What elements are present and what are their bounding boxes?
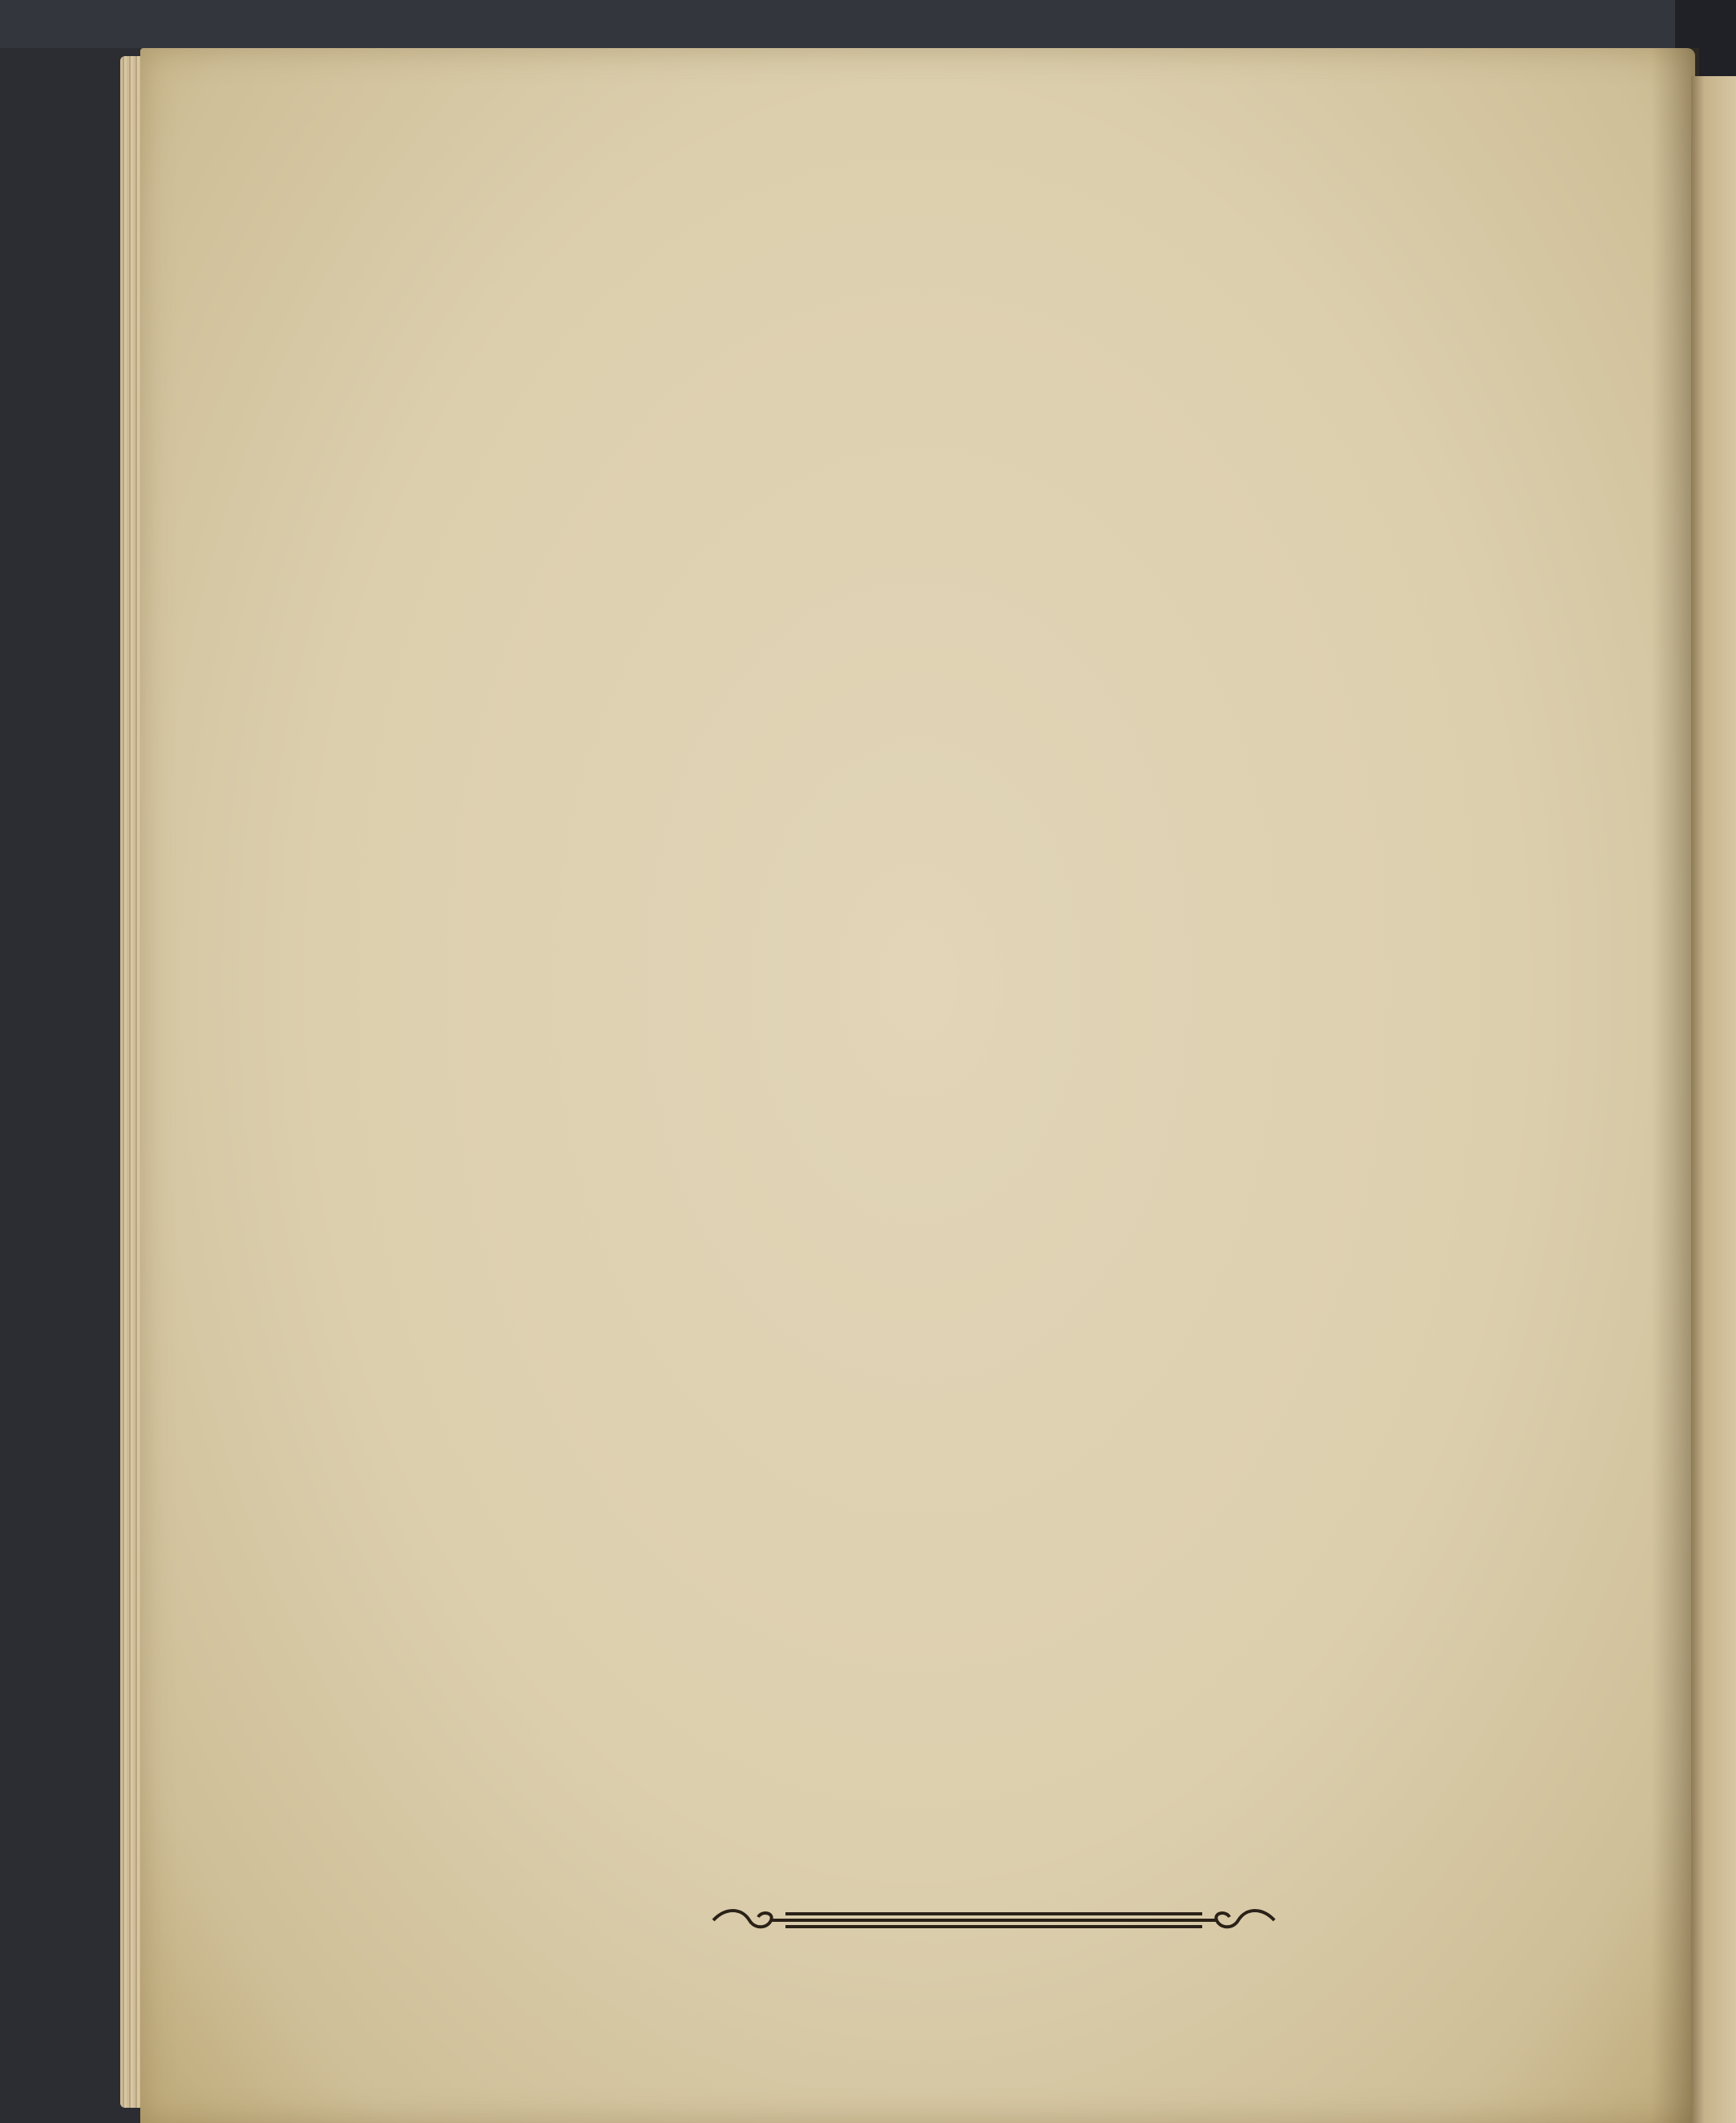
signature-line xyxy=(466,170,1571,198)
document-page xyxy=(140,48,1695,2123)
ornamental-divider xyxy=(705,1904,1282,1936)
page-text xyxy=(466,170,1571,198)
scan-background xyxy=(0,0,1736,48)
facing-page-edge xyxy=(1691,76,1736,2123)
